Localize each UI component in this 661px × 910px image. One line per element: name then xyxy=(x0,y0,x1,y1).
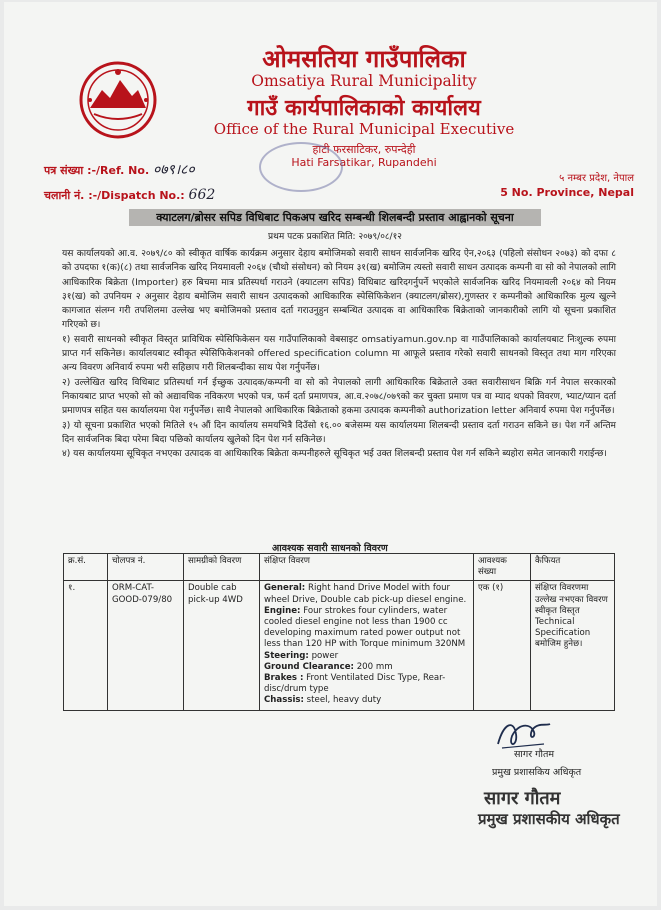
address-nepali: हाटी फरसाटिकर, रुपन्देही xyxy=(312,143,416,156)
notice-body xyxy=(62,247,616,461)
table-row xyxy=(64,581,615,711)
cell-code: ORM-CAT-GOOD-079/80 xyxy=(108,581,184,711)
signatory-title-stamp: प्रमुख प्रशासकीय अधिकृत xyxy=(478,810,620,828)
municipality-emblem-logo xyxy=(76,60,160,140)
clause-2: २) उल्लेखित खरिद विधिबाट प्रतिस्पर्धा गर्न ईच्छुक उत्पादक/कम्पनी वा सो को नेपालको लागी आधिकारिक बिक्रेताले उक्त सवारीसाधन बिक्रि गर्न नेपाल सरकारको निकायबाट प्राप्त भएको सो को अद्यावधिक नविकरण भएको पत्र, फर्म दर्ता प्रमाणपत्र, आ.व.२०७८/०७९को कर चुक्ता प्रमाण पत्र वा म्याद थपको विवरण, भ्याट/प्यान दर्ता प्रमाणपत्र सहित यस कार्यालयमा पेश गर्नुपर्नेछ। साथै नेपालको आधिकारिक बिक्रेताको हकमा उत्पादक कम्पनीको authorization letter अनिवार्य रुपमा पेश गर्नुपर्नेछ। xyxy=(62,377,616,417)
cell-item: Double cab pick-up 4WD xyxy=(184,581,260,711)
reference-label: पत्र संख्या :-/Ref. No. xyxy=(44,164,150,177)
dispatch-value: 662 xyxy=(188,187,216,203)
office-stamp xyxy=(259,142,343,192)
col-header-remark: कैफियत xyxy=(531,554,615,581)
intro-paragraph: यस कार्यालयको आ.व. २०७९/८० को स्वीकृत वार्षिक कार्यक्रम अनुसार देहाय बमोजिमको सवारी साधन सार्वजनिक खरिद ऐन,२०६३ (पहिलो संसोधन २०७३) को दफा ८ को उपदफा १(क)(८) तथा सार्वजनिक खरिद नियमावली २०६४ (चौथो संसोधन) को नियम ३१(ख) बमोजिम त्यस्तो सवारी साधन उत्पादक कम्पनी वा सो को नेपालको लागि आधिकारिक बिक्रेता (Importer) हरु बिचमा मात्र प्रतिस्पर्धा गराउने (क्याटलग सपिड) विधिबाट खरिदगर्नुपर्ने भएकोले सार्वजनिक खरिद नियमावली २०६४ को नियम ३१(ख) को उपनियम २ अनुसार देहाय बमोजिम सवारी साधन उत्पादकको आधिकारिक स्पेसिफिकेशन (क्याटलग/ब्रोसर),गुणस्तर र कम्पनीको आधिकारिक मुल्य खुल्ने कागजात संलग्न गरी तपशिलमा उल्लेख भए बमोजिमको प्रस्ताव दर्ता गराउनुहुन सम्बन्धित उत्पादक वा आधिकारिक बिक्रेताको जानकारीको लागि यो सूचना प्रकाशित गरिएको छ। xyxy=(62,249,616,331)
spec-engine: Engine: Four strokes four cylinders, water cooled diesel engine not less than 1900 cc developing maximum rated power output not less than 120 HP with Torque minimum 320NM xyxy=(264,605,466,650)
clause-3: ३) यो सूचना प्रकाशित भएको मितिले १५ औं दिन कार्यालय समयभित्रै दिउँसो १६.०० बजेसम्म यस कार्यालयमा शिलबन्दी प्रस्ताव दर्ता गराउन सकिने छ। पेश गर्ने अन्तिम दिन सार्वजनिक बिदा परेमा बिदा पछिको कार्यालय खुलेको दिन पेश गर्न सकिनेछ। xyxy=(62,420,616,445)
reference-value: ०७९।८० xyxy=(152,162,195,178)
municipality-name-nepali: ओमसतिया गाउँपालिका xyxy=(262,44,466,73)
clause-4: ४) यस कार्यालयमा सूचिकृत नभएका उत्पादक वा आधिकारिक बिक्रेता कम्पनीहरुले सूचिकृत भई उक्त शिलबन्दी प्रस्ताव पेश गर्न सकिने ब्यहोरा समेत जानकारी गराईन्छ। xyxy=(62,449,607,460)
spec-steering: Steering: power xyxy=(264,650,339,661)
col-header-spec: संक्षिप्त विवरण xyxy=(260,554,474,581)
clause-1: १) सवारी साधनको स्वीकृत विस्तृत प्राविधिक स्पेसिफिकेसन यस गाउँपालिकाको वेबसाइट omsatiyamun.gov.np वा गाउँपालिकाको कार्यालयबाट निःशुल्क रुपमा प्राप्त गर्न सकिनेछ। कार्यालयबाट स्वीकृत स्पेसिफिकेशनको offered specification column मा आफूले प्रस्ताव गरेको सवारी साधनको विस्तृत तथा माग गरिएका अन्य विवरण अनिवार्य रुपमा भरी सहिछाप गरी शिलबन्दीका साथ पेश गर्नुपर्नेछ। xyxy=(62,334,616,374)
reference-number xyxy=(44,160,195,179)
col-header-qty: आवश्यक संख्या xyxy=(474,554,531,581)
cell-spec xyxy=(260,581,474,711)
spec-chassis: Chassis: steel, heavy duty xyxy=(264,695,382,706)
dispatch-number xyxy=(44,187,215,203)
cell-sn: १. xyxy=(64,581,108,711)
office-name-nepali: गाउँ कार्यपालिकाको कार्यालय xyxy=(247,95,481,121)
spec-general: General: Right hand Drive Model with four wheel Drive, Double cab pick-up diesel engine. xyxy=(264,583,467,605)
cell-remark: संक्षिप्त विवरणमा उल्लेख नभएका विवरण स्वीकृत विस्तृत Technical Specification बमोजिम हुनेछ। xyxy=(531,581,615,711)
office-name-english: Office of the Rural Municipal Executive xyxy=(213,120,515,138)
col-header-item: सामग्रीको विवरण xyxy=(184,554,260,581)
publish-date: प्रथम पटक प्रकाशित मिति: २०७९/०८/१२ xyxy=(268,232,402,242)
table-header-row xyxy=(64,554,615,581)
signatory-title-small: प्रमुख प्रशासकिय अधिकृत xyxy=(492,767,582,778)
vehicle-spec-table xyxy=(63,553,615,711)
signatory-name-small: सागर गौतम xyxy=(514,749,555,760)
cell-qty: एक (१) xyxy=(474,581,531,711)
province-english: 5 No. Province, Nepal xyxy=(500,186,634,199)
signatory-name-stamp: सागर गौतम xyxy=(484,788,561,809)
notice-title: क्याटलग/ब्रोसर सपिड विधिबाट पिकअप खरिद सम्बन्धी शिलबन्दी प्रस्ताव आह्वानको सूचना xyxy=(129,209,541,226)
address-english: Hati Farsatikar, Rupandehi xyxy=(291,156,437,169)
table-caption: आवश्यक सवारी साधनको विवरण xyxy=(272,543,388,554)
province-nepali: ५ नम्बर प्रदेश, नेपाल xyxy=(559,173,634,184)
letter-page xyxy=(4,2,657,906)
municipality-name-english: Omsatiya Rural Municipality xyxy=(251,72,477,90)
spec-ground-clearance: Ground Clearance: 200 mm xyxy=(264,661,393,672)
col-header-code: चोलपत्र नं. xyxy=(108,554,184,581)
col-header-sn: क्र.सं. xyxy=(64,554,108,581)
spec-brakes: Brakes : Front Ventilated Disc Type, Rear-disc/drum type xyxy=(264,673,446,695)
dispatch-label: चलानी नं. :-/Dispatch No.: xyxy=(44,189,185,202)
